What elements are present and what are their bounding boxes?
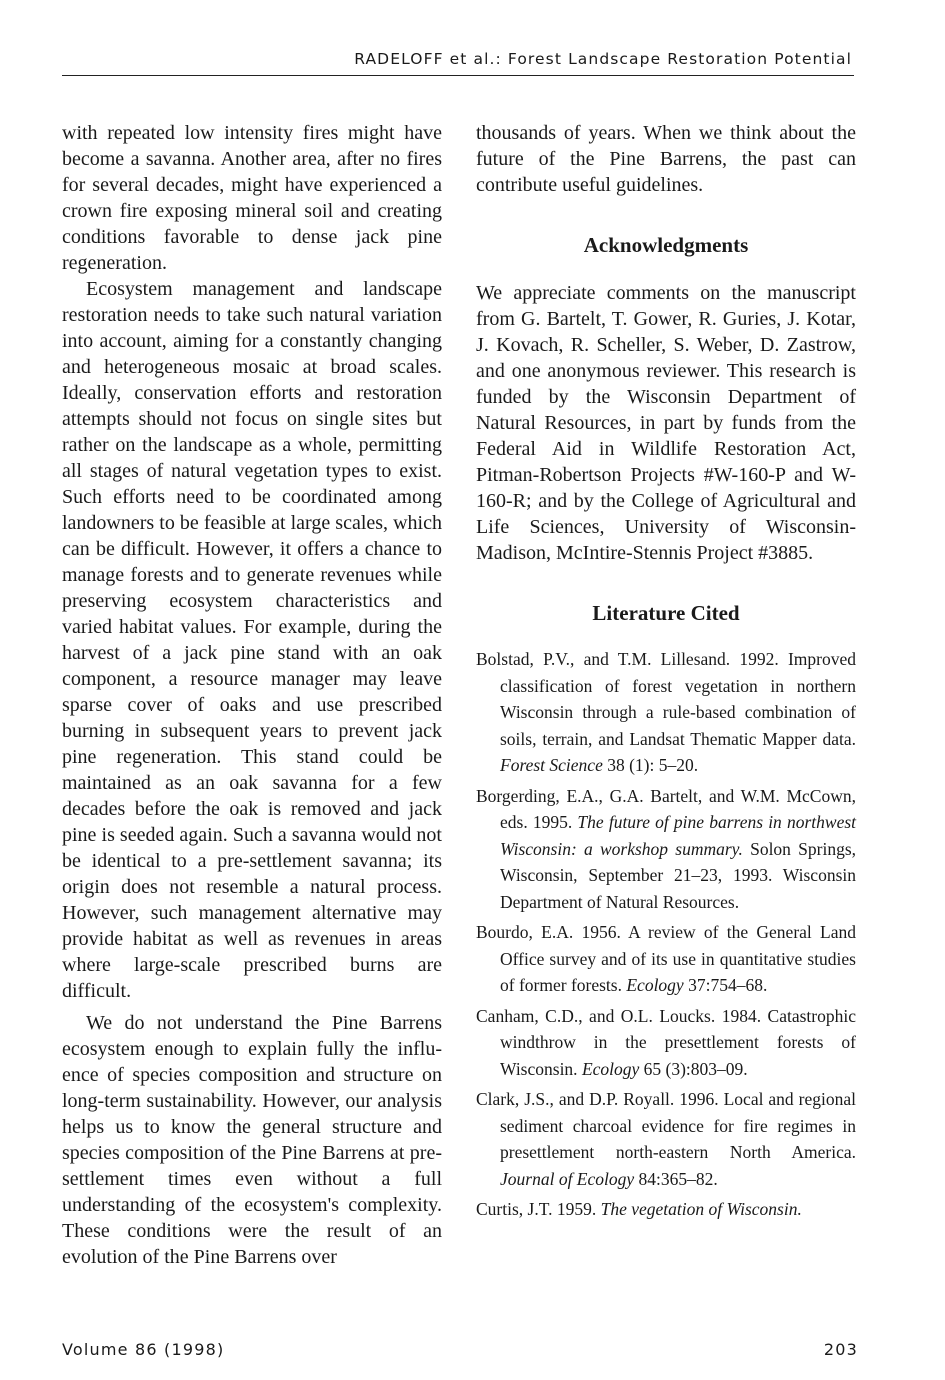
reference-item: Bolstad, P.V., and T.M. Lillesand. 1992. Improved classification of forest vegetation in northern Wisconsin through a rule-based combination of soils, terrain, and Landsat Thematic Mapper data. Forest Science 38 (1): 5–20. [476, 649, 856, 775]
acknowledgments-heading: Acknowledgments [583, 233, 749, 257]
reference-list [476, 646, 856, 1223]
paragraph-2: Ecosystem management and landscape restoration needs to take such natural variation into account, aiming for a constantly changing and heterogeneous mosaic at broad scales. Ideally, conservation efforts and restoration attempts should not focus on single sites but rather on the landscape as a whole, permitting all stages of natural vegetation types to exist. Such efforts need to be coordinated among landowners to be feasible at large scales, which can be difficult. However, it offers a chance to manage forests and to generate revenues while preserving ecosystem characteristics and varied habitat values. For example, during the harvest of a jack pine stand with an oak component, a resource manager may leave sparse cover of oaks and use prescribed burning in subsequent years to prevent jack pine regeneration. This stand could be maintained as an oak savanna for a few decades before the oak is removed and jack pine is seeded again. Such a savanna would not be identical to a pre-settlement savanna; its origin does not resemble a natural process. However, such management alternative may provide habitat as well as revenues in areas where large-scale prescribed burns are difficult. [62, 278, 442, 1002]
paragraph-continued: thousands of years. When we think about the future of the Pine Barrens, the past can contribute useful guidelines. [476, 122, 856, 196]
page-number: 203 [823, 1340, 858, 1359]
running-head: RADELOFF et al.: Forest Landscape Restoration Potential [354, 50, 852, 68]
reference-item: Clark, J.S., and D.P. Royall. 1996. Local and regional sediment charcoal evidence for fire regimes in presettlement north-eastern North America. Journal of Ecology 84:365–82. [476, 1089, 856, 1189]
reference-item: Canham, C.D., and O.L. Loucks. 1984. Catastrophic windthrow in the presettlement forests of Wisconsin. Ecology 65 (3):803–09. [476, 1005, 856, 1079]
header-rule [62, 75, 854, 76]
paragraph-1: with repeated low intensity fires might have become a savanna. Another area, after no fires for several decades, might have experienced a crown fire exposing mineral soil and creating conditions favorable to dense jack pine regeneration. [62, 122, 442, 274]
paragraph-3: We do not understand the Pine Barrens ecosystem enough to explain fully the influence of species composition and structure on long-term sustainability. However, our analysis helps us to know the general structure and species composition of the Pine Barrens at pre-settlement times even without a full understanding of the ecosystem's complexity. These conditions were the result of an evolution of the Pine Barrens over [62, 1012, 442, 1268]
footer-volume: Volume 86 (1998) [62, 1340, 225, 1359]
reference-item: Borgerding, E.A., G.A. Bartelt, and W.M. McCown, eds. 1995. The future of pine barrens in northwest Wisconsin: a workshop summary. Solon Springs, Wisconsin, September 21–23, 1993. Wisconsin Department of Natural Resources. [476, 785, 857, 912]
reference-item: Curtis, J.T. 1959. The vegetation of Wisconsin. [476, 1199, 802, 1219]
left-column [62, 120, 442, 1270]
literature-cited-heading: Literature Cited [592, 601, 740, 625]
right-column [476, 120, 856, 1227]
reference-item: Bourdo, E.A. 1956. A review of the General Land Office survey and of its use in quantitative studies of former forests. Ecology 37:754–68. [476, 922, 856, 995]
acknowledgments-text: We appreciate comments on the manuscript from G. Bartelt, T. Gower, R. Guries, J. Kotar, J. Kovach, R. Scheller, S. Weber, D. Zastrow, and one anonymous reviewer. This research is funded by the Wisconsin Department of Natural Resources, in part by funds from the Federal Aid in Wildlife Restoration Act, Pitman-Robertson Projects #W-160-P and W-160-R; and by the College of Agricultural and Life Sciences, University of Wisconsin-Madison, McIntire-Stennis Project #3885. [476, 282, 856, 564]
